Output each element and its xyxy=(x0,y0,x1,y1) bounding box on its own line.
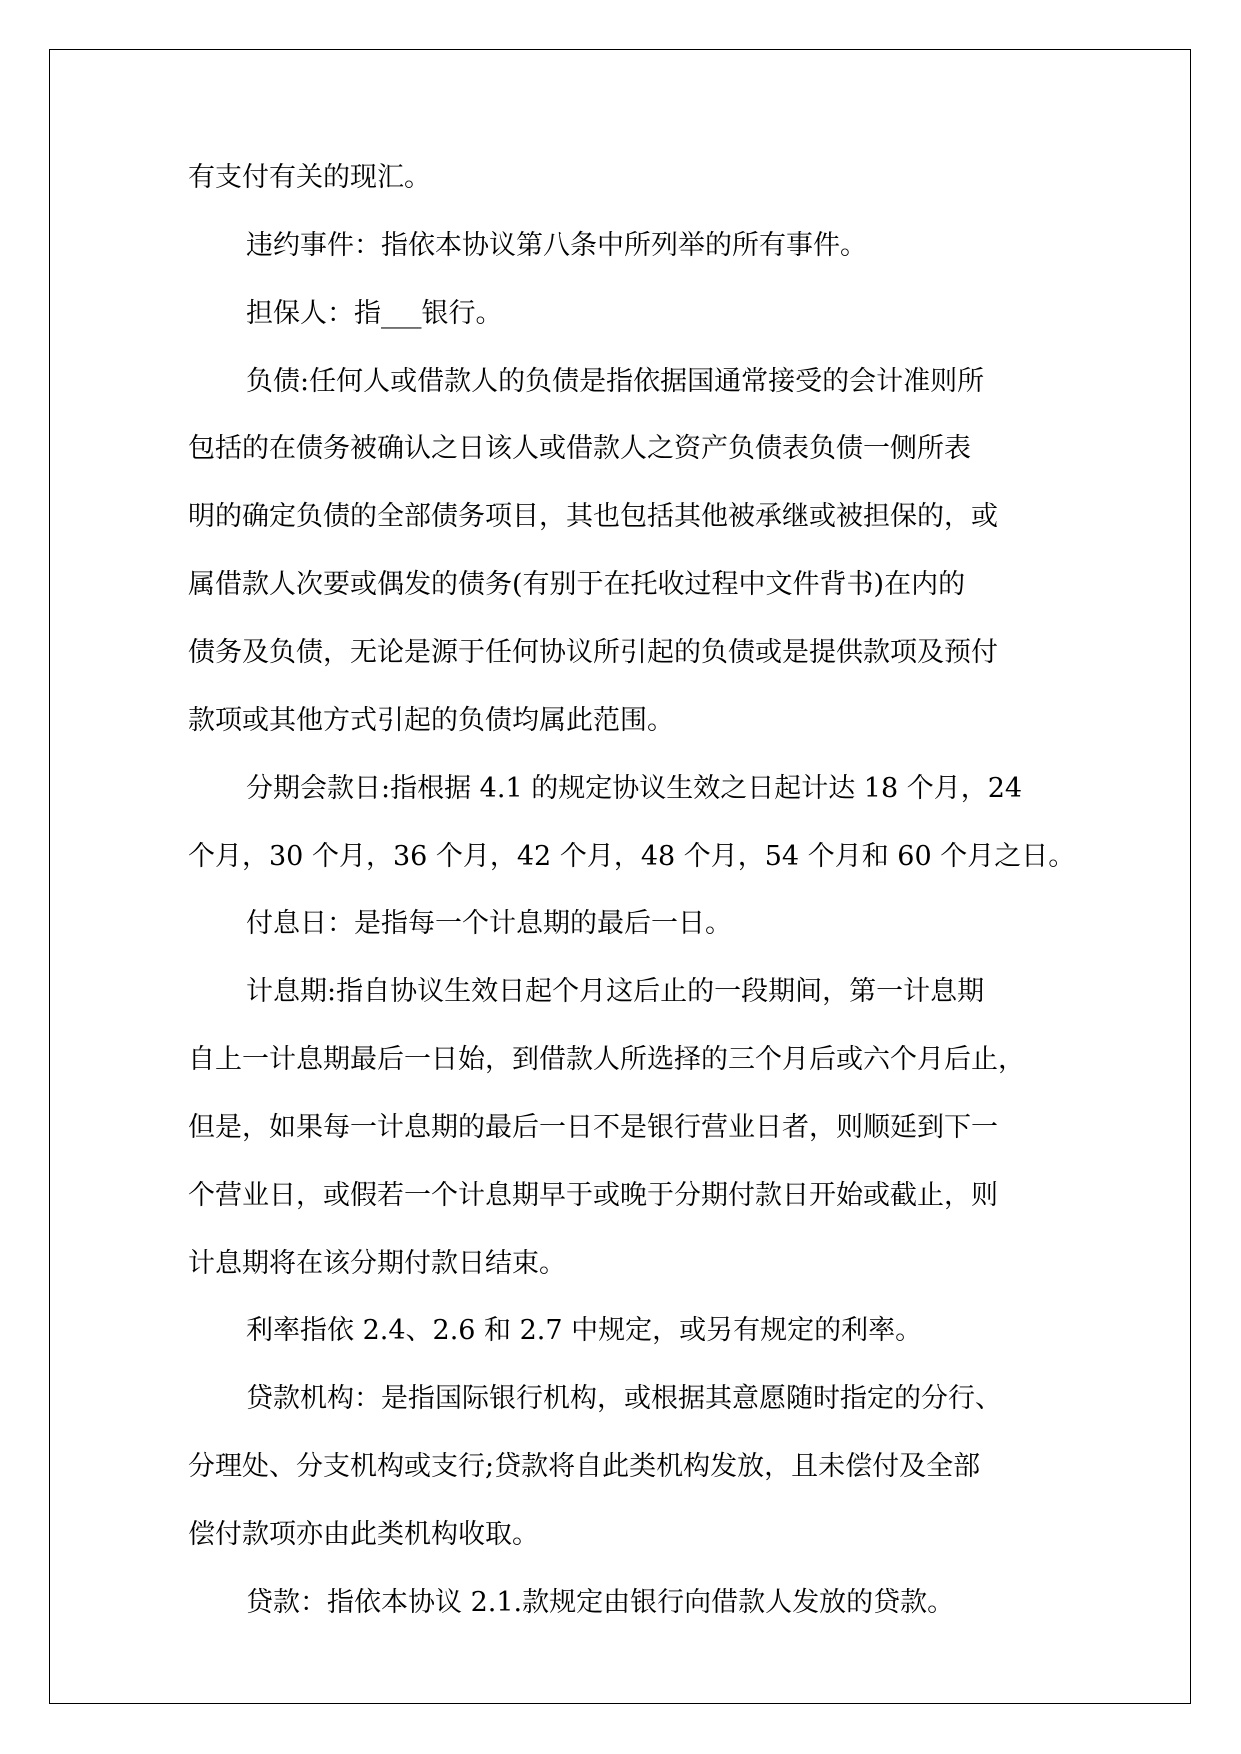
text-line: 属借款人次要或偶发的债务(有别于在托收过程中文件背书)在内的 xyxy=(188,569,966,600)
text-line: 贷款：指依本协议 2.1.款规定由银行向借款人发放的贷款。 xyxy=(246,1587,955,1618)
text-line: 分期会款日:指根据 4.1 的规定协议生效之日起计达 18 个月，24 xyxy=(246,773,1023,804)
text-line: 债务及负债，无论是源于任何协议所引起的负债或是提供款项及预付 xyxy=(188,637,998,668)
text-line: 个营业日，或假若一个计息期早于或晚于分期付款日开始或截止，则 xyxy=(188,1180,998,1211)
text-line: 计息期:指自协议生效日起个月这后止的一段期间，第一计息期 xyxy=(246,976,985,1007)
text-line: 付息日：是指每一个计息期的最后一日。 xyxy=(246,908,732,939)
text-line: 分理处、分支机构或支行;贷款将自此类机构发放，且未偿付及全部 xyxy=(188,1451,981,1482)
text-line: 但是，如果每一计息期的最后一日不是银行营业日者，则顺延到下一 xyxy=(188,1112,998,1143)
text-line: 违约事件：指依本协议第八条中所列举的所有事件。 xyxy=(246,230,867,261)
text-line: 利率指依 2.4、2.6 和 2.7 中规定，或另有规定的利率。 xyxy=(246,1315,923,1346)
text-line: 个月，30 个月，36 个月，42 个月，48 个月，54 个月和 60 个月之日。 xyxy=(188,841,1076,872)
text-line: 包括的在债务被确认之日该人或借款人之资产负债表负债一侧所表 xyxy=(188,433,971,464)
text-line: 自上一计息期最后一日始，到借款人所选择的三个月后或六个月后止， xyxy=(188,1044,1025,1075)
text-line: 贷款机构：是指国际银行机构，或根据其意愿随时指定的分行、 xyxy=(246,1383,1002,1414)
text-line: 有支付有关的现汇。 xyxy=(188,162,431,193)
text-line: 负债:任何人或借款人的负债是指依据国通常接受的会计准则所 xyxy=(246,366,985,397)
text-line: 担保人：指___银行。 xyxy=(246,298,503,329)
text-line: 计息期将在该分期付款日结束。 xyxy=(188,1248,566,1279)
text-line: 偿付款项亦由此类机构收取。 xyxy=(188,1519,539,1550)
text-line: 明的确定负债的全部债务项目，其也包括其他被承继或被担保的，或 xyxy=(188,501,998,532)
text-line: 款项或其他方式引起的负债均属此范围。 xyxy=(188,705,674,736)
